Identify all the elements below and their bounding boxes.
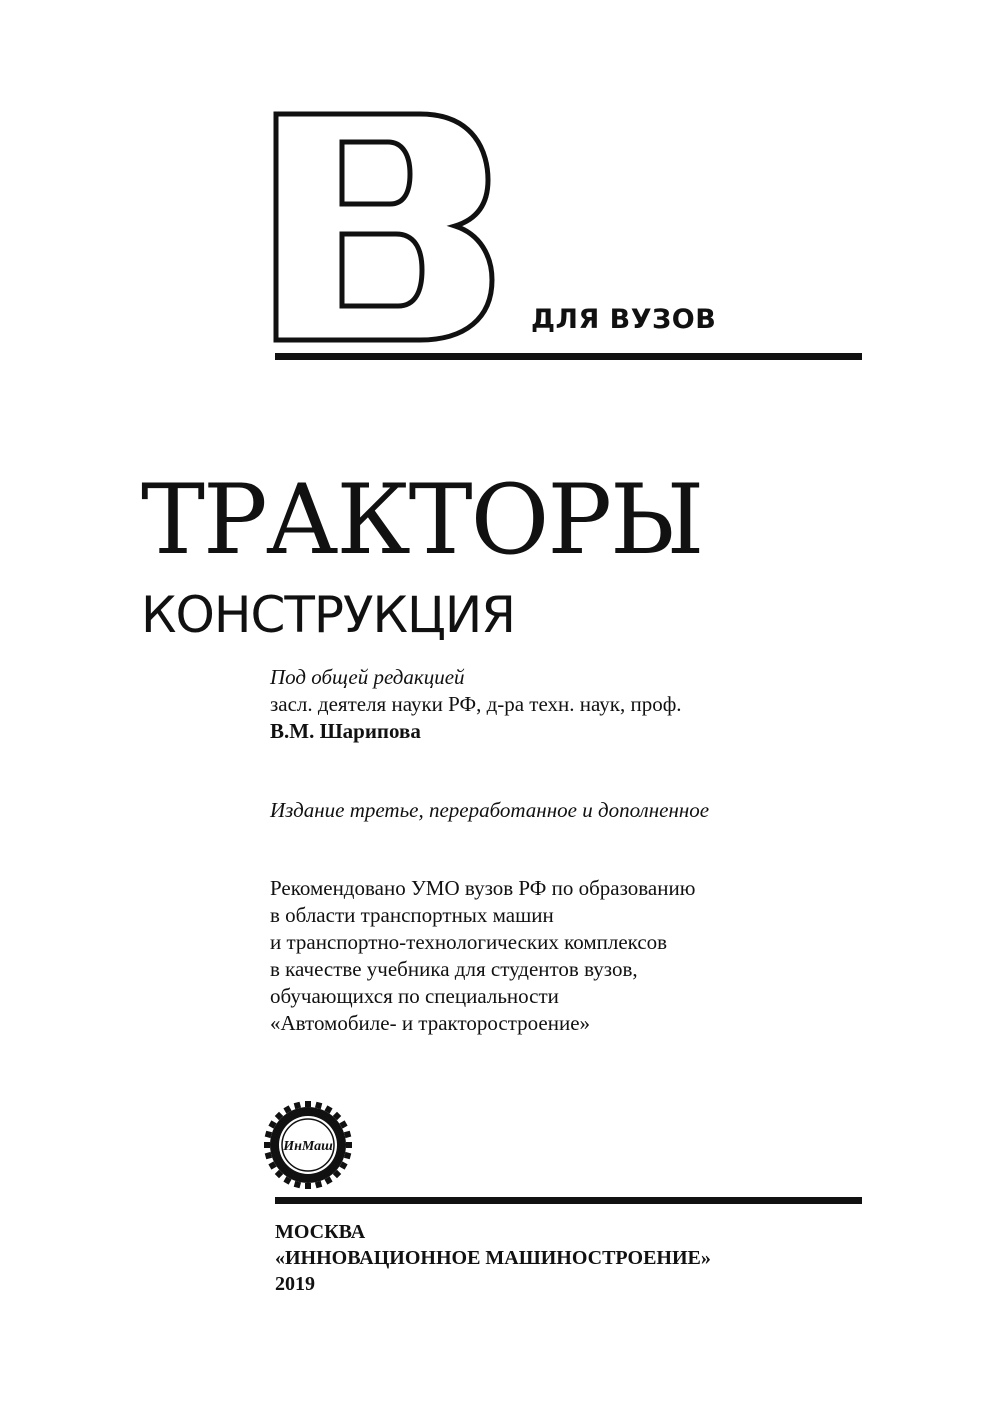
edition-note: Издание третье, переработанное и дополненное — [270, 798, 710, 822]
imprint-year: 2019 — [275, 1273, 315, 1295]
recommendation-line: и транспортно-технологических комплексов — [270, 930, 668, 954]
imprint-city: МОСКВА — [275, 1221, 366, 1243]
series-letter-icon — [270, 108, 500, 346]
imprint-publisher: «ИННОВАЦИОННОЕ МАШИНОСТРОЕНИЕ» — [275, 1247, 711, 1269]
logo-text: ИнМаш — [283, 1139, 333, 1154]
top-divider — [275, 353, 862, 360]
editor-intro: Под общей редакцией — [270, 665, 465, 689]
editor-credentials: засл. деятеля науки РФ, д-ра техн. наук, проф. — [270, 692, 682, 716]
book-subtitle: КОНСТРУКЦИЯ — [141, 586, 515, 644]
recommendation-line: обучающихся по специальности — [270, 984, 559, 1008]
editor-block — [270, 664, 682, 745]
gear-logo-icon — [263, 1100, 353, 1190]
recommendation-block — [270, 875, 695, 1037]
book-title: ТРАКТОРЫ — [141, 464, 703, 576]
bottom-divider — [275, 1197, 862, 1204]
editor-name: В.М. Шарипова — [270, 719, 421, 743]
recommendation-line: Рекомендовано УМО вузов РФ по образованию — [270, 876, 696, 900]
recommendation-line: в качестве учебника для студентов вузов, — [270, 957, 638, 981]
series-label: ДЛЯ ВУЗОВ — [531, 304, 717, 335]
recommendation-line: в области транспортных машин — [270, 903, 554, 927]
recommendation-line: «Автомобиле- и тракторостроение» — [270, 1011, 591, 1035]
imprint-block — [275, 1219, 711, 1297]
